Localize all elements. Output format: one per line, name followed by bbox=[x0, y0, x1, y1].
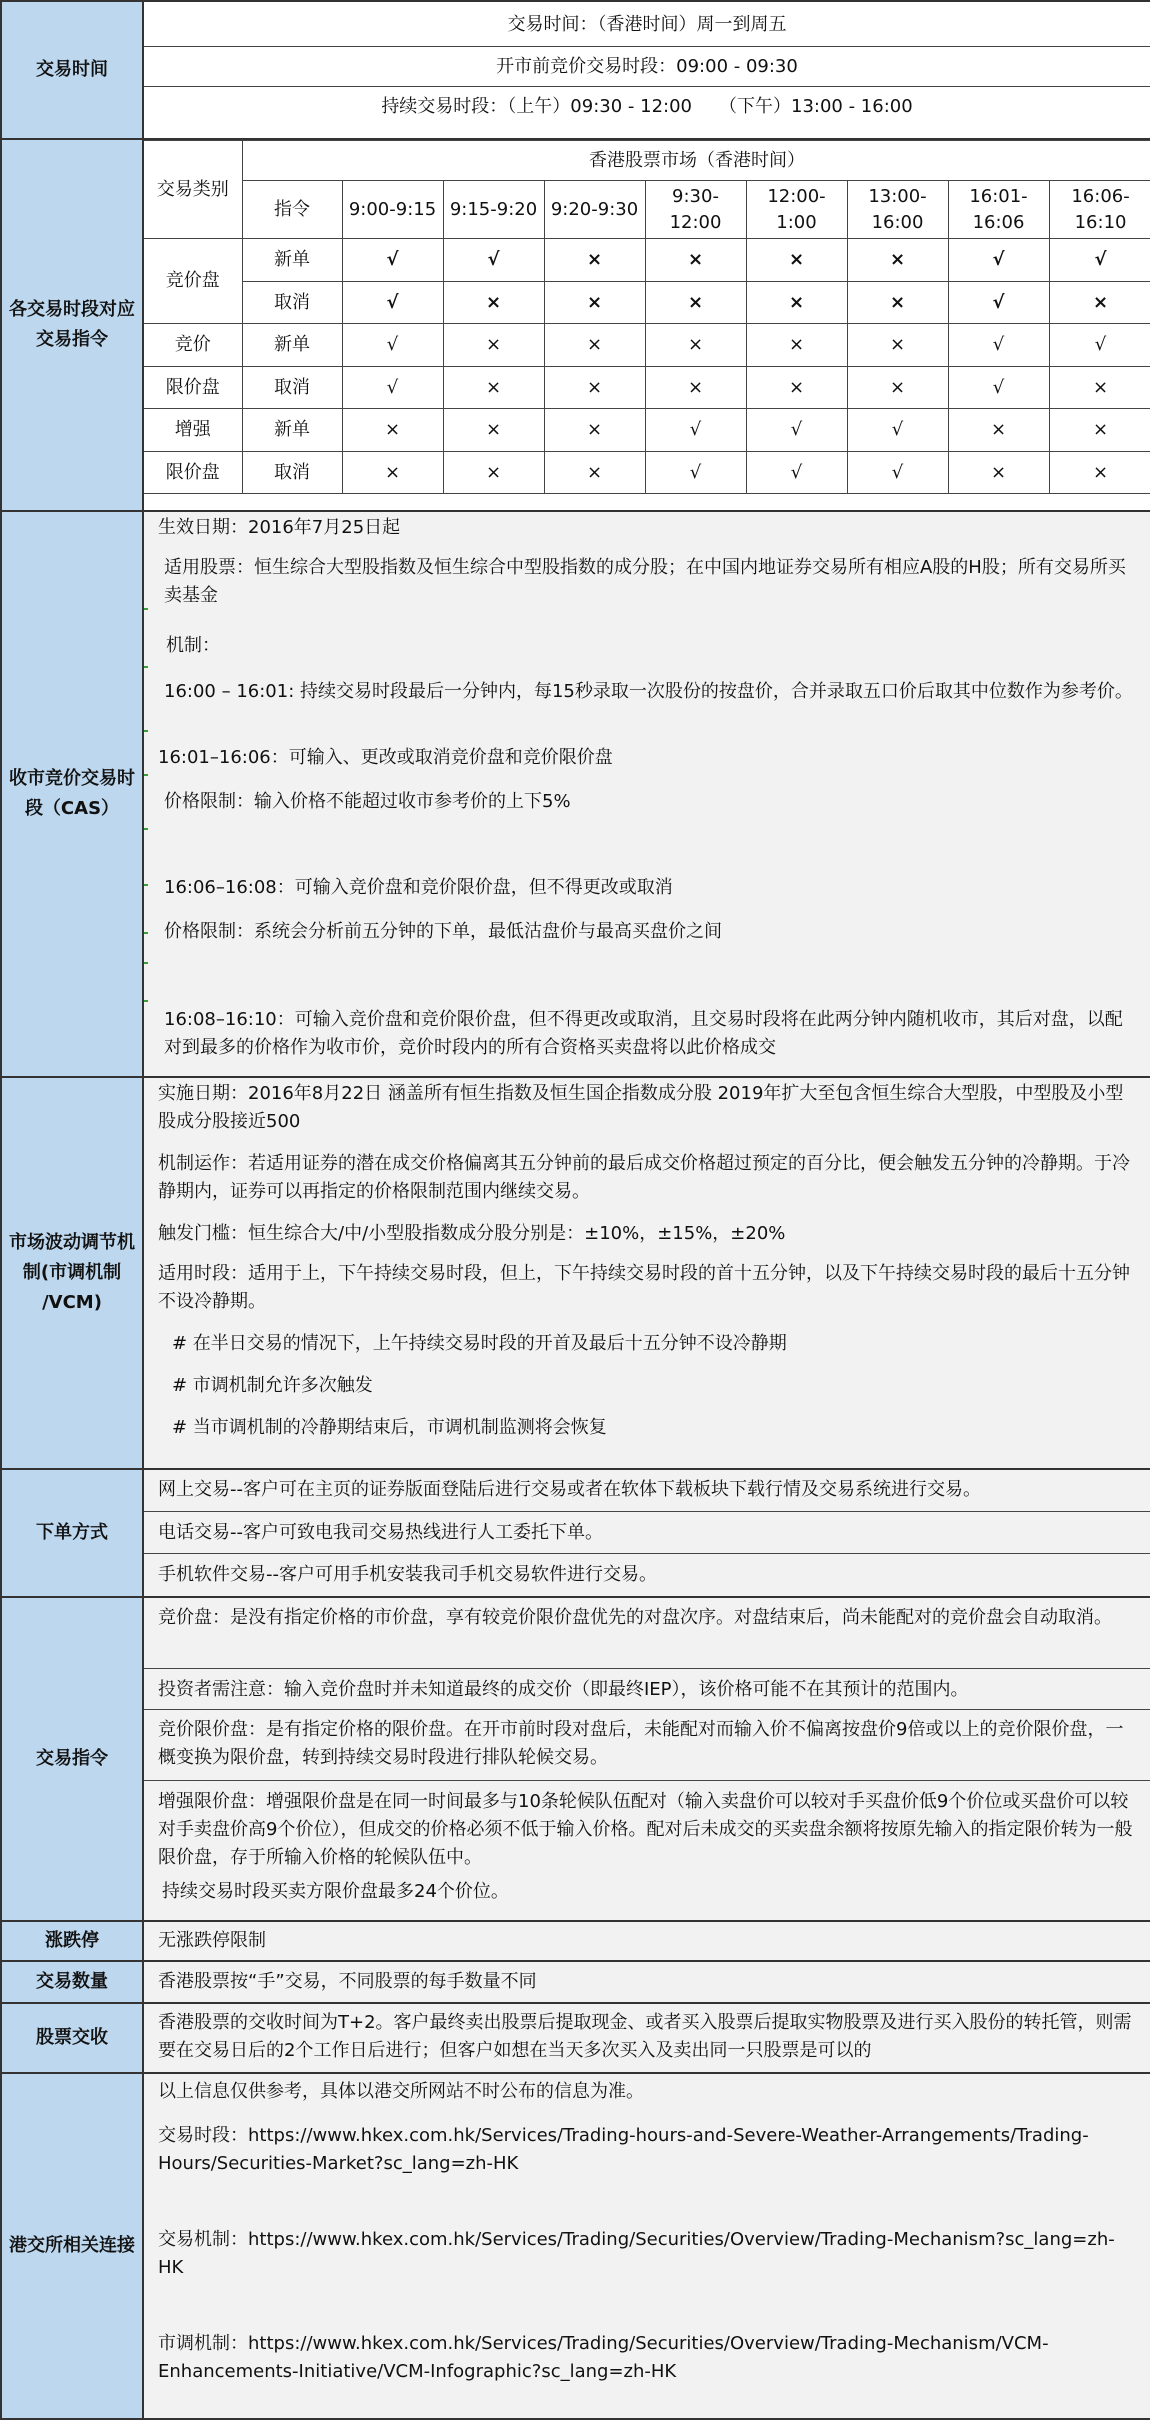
allowed-mark: × bbox=[443, 282, 544, 324]
edit-marker bbox=[144, 1000, 148, 1002]
order-type-cell: 竞价 bbox=[144, 324, 242, 367]
allowed-mark: × bbox=[443, 452, 544, 494]
allowed-mark: √ bbox=[948, 324, 1049, 367]
order-matrix-cell bbox=[143, 139, 1150, 511]
matrix-row bbox=[144, 282, 1150, 324]
instruction-cell: 新单 bbox=[242, 324, 342, 367]
order-matrix-table bbox=[144, 140, 1150, 494]
type-enhanced-limit-order: 增强限价盘：增强限价盘是在同一时间最多与10条轮候队伍配对（输入卖盘价可以较对手买盘价低9个价位或买盘价可以较对手卖盘价高9个价位），但成交的价格必须不低于输入价格。配对后未成交的买卖盘余额将按原先输入的指定限价转为一般限价盘，存于所输入价格的轮候队伍中。 bbox=[144, 1780, 1150, 1876]
row-settlement bbox=[1, 2003, 1150, 2073]
row-links bbox=[1, 2073, 1150, 2419]
vcm-paragraph: 实施日期：2016年8月22日 涵盖所有恒生指数及恒生国企指数成分股 2019年扩大至包含恒生综合大型股，中型股及小型股成分股接近500 bbox=[158, 1083, 1124, 1132]
trading-hours-content bbox=[143, 1, 1150, 139]
row-lot-size bbox=[1, 1961, 1150, 2003]
period-header: 16:01- 16:06 bbox=[948, 181, 1049, 239]
allowed-mark: × bbox=[948, 409, 1049, 452]
label-trading-hours: 交易时间 bbox=[1, 1, 143, 139]
order-types-content bbox=[143, 1597, 1150, 1921]
allowed-mark: √ bbox=[948, 282, 1049, 324]
allowed-mark: √ bbox=[746, 409, 847, 452]
continuous-session: 持续交易时段：（上午）09:30 - 12:00 （下午）13:00 - 16:00 bbox=[144, 86, 1150, 126]
allowed-mark: × bbox=[1049, 409, 1150, 452]
vcm-content bbox=[143, 1077, 1150, 1469]
cas-paragraph: 16:06–16:08：可输入竞价盘和竞价限价盘，但不得更改或取消 bbox=[164, 877, 673, 898]
allowed-mark: × bbox=[847, 324, 948, 367]
matrix-row bbox=[144, 367, 1150, 409]
edit-marker bbox=[144, 774, 148, 776]
order-type-cell: 增强 bbox=[144, 409, 242, 452]
label-order-methods: 下单方式 bbox=[1, 1469, 143, 1597]
matrix-header-row bbox=[144, 141, 1150, 181]
allowed-mark: √ bbox=[645, 409, 746, 452]
edit-marker bbox=[144, 608, 148, 610]
label-settlement: 股票交收 bbox=[1, 2003, 143, 2073]
allowed-mark: × bbox=[645, 324, 746, 367]
allowed-mark: √ bbox=[847, 452, 948, 494]
settlement-content: 香港股票的交收时间为T+2。客户最终卖出股票后提取现金、或者买入股票后提取实物股票及进行买入股份的转托管，则需要在交易日后的2个工作日后进行；但客户如想在当天多次买入及卖出同一只股票是可以的 bbox=[143, 2003, 1150, 2073]
vcm-paragraph: 适用时段：适用于上，下午持续交易时段，但上，下午持续交易时段的首十五分钟，以及下午持续交易时段的最后十五分钟不设冷静期。 bbox=[158, 1263, 1130, 1312]
allowed-mark: × bbox=[544, 367, 645, 409]
allowed-mark: √ bbox=[948, 239, 1049, 282]
links-paragraph: 交易时段：https://www.hkex.com.hk/Services/Trading-hours-and-Severe-Weather-Arrangements/Trading-Hours/Securities-Market?sc_lang=zh-HK bbox=[158, 2125, 1089, 2174]
period-header: 9:15-9:20 bbox=[443, 181, 544, 239]
allowed-mark: × bbox=[544, 282, 645, 324]
period-header: 9:20-9:30 bbox=[544, 181, 645, 239]
vcm-paragraph: # 当市调机制的冷静期结束后，市调机制监测将会恢复 bbox=[172, 1417, 607, 1438]
allowed-mark: √ bbox=[746, 452, 847, 494]
label-price-limit: 涨跌停 bbox=[1, 1921, 143, 1961]
method-phone: 电话交易--客户可致电我司交易热线进行人工委托下单。 bbox=[144, 1511, 1150, 1553]
row-cas bbox=[1, 511, 1150, 1077]
cas-paragraph: 16:00 – 16:01: 持续交易时段最后一分钟内，每15秒录取一次股份的按盘价，合并录取五口价后取其中位数作为参考价。 bbox=[164, 681, 1133, 702]
allowed-mark: √ bbox=[443, 239, 544, 282]
edit-marker bbox=[144, 666, 148, 668]
cas-paragraph: 16:01–16:06：可输入、更改或取消竞价盘和竞价限价盘 bbox=[158, 747, 613, 768]
allowed-mark: × bbox=[948, 452, 1049, 494]
instruction-cell: 取消 bbox=[242, 452, 342, 494]
allowed-mark: × bbox=[342, 452, 443, 494]
allowed-mark: × bbox=[746, 324, 847, 367]
allowed-mark: √ bbox=[948, 367, 1049, 409]
allowed-mark: √ bbox=[342, 367, 443, 409]
vcm-paragraph: 机制运作：若适用证券的潜在成交价格偏离其五分钟前的最后成交价格超过预定的百分比，便会触发五分钟的冷静期。于冷静期内，证券可以再指定的价格限制范围内继续交易。 bbox=[158, 1153, 1130, 1202]
label-order-types: 交易指令 bbox=[1, 1597, 143, 1921]
edit-marker bbox=[144, 932, 148, 934]
type-max-price-levels: 持续交易时段买卖方限价盘最多24个价位。 bbox=[162, 1881, 509, 1902]
allowed-mark: √ bbox=[342, 282, 443, 324]
allowed-mark: √ bbox=[342, 324, 443, 367]
edit-marker bbox=[144, 884, 148, 886]
col-order-type-header: 交易类别 bbox=[144, 141, 242, 239]
type-auction-limit-order: 竞价限价盘：是有指定价格的限价盘。在开市前时段对盘后，未能配对而输入价不偏离按盘价9倍或以上的竞价限价盘，一概变换为限价盘，转到持续交易时段进行排队轮候交易。 bbox=[144, 1709, 1150, 1780]
cas-paragraph: 生效日期：2016年7月25日起 bbox=[158, 517, 401, 538]
row-order-methods bbox=[1, 1469, 1150, 1597]
allowed-mark: × bbox=[645, 367, 746, 409]
allowed-mark: √ bbox=[1049, 324, 1150, 367]
allowed-mark: × bbox=[847, 239, 948, 282]
period-header: 16:06- 16:10 bbox=[1049, 181, 1150, 239]
matrix-period-row bbox=[144, 181, 1150, 239]
allowed-mark: × bbox=[1049, 452, 1150, 494]
label-order-matrix: 各交易时段对应 交易指令 bbox=[1, 139, 143, 511]
order-type-cell: 竞价盘 bbox=[144, 239, 242, 324]
cas-paragraph: 价格限制：输入价格不能超过收市参考价的上下5% bbox=[164, 791, 571, 812]
allowed-mark: × bbox=[443, 324, 544, 367]
allowed-mark: × bbox=[746, 282, 847, 324]
period-header: 12:00- 1:00 bbox=[746, 181, 847, 239]
allowed-mark: √ bbox=[342, 239, 443, 282]
vcm-paragraph: 触发门槛：恒生综合大/中/小型股指数成分股分别是：±10%，±15%，±20% bbox=[158, 1223, 786, 1244]
allowed-mark: × bbox=[544, 239, 645, 282]
edit-marker bbox=[144, 730, 148, 732]
method-online: 网上交易--客户可在主页的证券版面登陆后进行交易或者在软体下载板块下载行情及交易系统进行交易。 bbox=[158, 1479, 981, 1500]
type-auction-order: 竞价盘：是没有指定价格的市价盘，享有较竞价限价盘优先的对盘次序。对盘结束后，尚未能配对的竞价盘会自动取消。 bbox=[158, 1607, 1112, 1628]
allowed-mark: × bbox=[443, 367, 544, 409]
row-trading-hours bbox=[1, 1, 1150, 139]
matrix-row bbox=[144, 452, 1150, 494]
allowed-mark: × bbox=[342, 409, 443, 452]
order-type-cell: 限价盘 bbox=[144, 452, 242, 494]
allowed-mark: × bbox=[746, 367, 847, 409]
matrix-row bbox=[144, 324, 1150, 367]
allowed-mark: × bbox=[645, 282, 746, 324]
allowed-mark: × bbox=[544, 324, 645, 367]
allowed-mark: × bbox=[1049, 367, 1150, 409]
row-price-limit bbox=[1, 1921, 1150, 1961]
label-lot-size: 交易数量 bbox=[1, 1961, 143, 2003]
allowed-mark: √ bbox=[645, 452, 746, 494]
label-links: 港交所相关连接 bbox=[1, 2073, 143, 2419]
edit-marker bbox=[144, 962, 148, 964]
method-mobile: 手机软件交易--客户可用手机安装我司手机交易软件进行交易。 bbox=[144, 1553, 1150, 1595]
links-paragraph: 交易机制：https://www.hkex.com.hk/Services/Trading/Securities/Overview/Trading-Mechanism?sc_lang=zh-HK bbox=[158, 2229, 1115, 2278]
edit-marker bbox=[144, 828, 148, 830]
row-order-types bbox=[1, 1597, 1150, 1921]
cas-content bbox=[143, 511, 1150, 1077]
period-header: 13:00- 16:00 bbox=[847, 181, 948, 239]
allowed-mark: × bbox=[443, 409, 544, 452]
allowed-mark: × bbox=[1049, 282, 1150, 324]
allowed-mark: × bbox=[847, 282, 948, 324]
instruction-cell: 新单 bbox=[242, 239, 342, 282]
order-methods-content bbox=[143, 1469, 1150, 1597]
links-content bbox=[143, 2073, 1150, 2419]
type-investor-note: 投资者需注意：输入竞价盘时并未知道最终的成交价（即最终IEP），该价格可能不在其预计的范围内。 bbox=[144, 1668, 1150, 1709]
pre-open-session: 开市前竞价交易时段：09:00 - 09:30 bbox=[144, 46, 1150, 86]
price-limit-content: 无涨跌停限制 bbox=[143, 1921, 1150, 1961]
row-vcm bbox=[1, 1077, 1150, 1469]
period-header: 9:00-9:15 bbox=[342, 181, 443, 239]
cas-paragraph: 价格限制：系统会分析前五分钟的下单，最低沽盘价与最高买盘价之间 bbox=[164, 921, 722, 942]
allowed-mark: × bbox=[544, 409, 645, 452]
links-paragraph: 市调机制：https://www.hkex.com.hk/Services/Trading/Securities/Overview/Trading-Mechanism/VCM-Enhancements-Initiative/VCM-Infographic?sc_lang=zh-HK bbox=[158, 2333, 1049, 2382]
allowed-mark: √ bbox=[847, 409, 948, 452]
market-title: 香港股票市场（香港时间） bbox=[242, 141, 1150, 181]
allowed-mark: × bbox=[746, 239, 847, 282]
instruction-cell: 取消 bbox=[242, 367, 342, 409]
row-order-matrix bbox=[1, 139, 1150, 511]
label-cas: 收市竞价交易时 段（CAS） bbox=[1, 511, 143, 1077]
cas-paragraph: 16:08–16:10：可输入竞价盘和竞价限价盘，但不得更改或取消，且交易时段将在此两分钟内随机收市，其后对盘，以配对到最多的价格作为收市价，竞价时段内的所有合资格买卖盘将以此价格成交 bbox=[164, 1009, 1123, 1058]
links-paragraph: 以上信息仅供参考，具体以港交所网站不时公布的信息为准。 bbox=[158, 2081, 644, 2102]
period-header: 9:30- 12:00 bbox=[645, 181, 746, 239]
trading-days: 交易时间：（香港时间）周一到周五 bbox=[507, 14, 787, 35]
cas-paragraph: 机制： bbox=[166, 635, 220, 656]
allowed-mark: × bbox=[645, 239, 746, 282]
label-vcm: 市场波动调节机 制(市调机制 /VCM) bbox=[1, 1077, 143, 1469]
allowed-mark: × bbox=[847, 367, 948, 409]
cas-paragraph: 适用股票：恒生综合大型股指数及恒生综合中型股指数的成分股；在中国内地证券交易所有相应A股的H股；所有交易所买卖基金 bbox=[164, 557, 1126, 606]
order-type-cell: 限价盘 bbox=[144, 367, 242, 409]
matrix-row bbox=[144, 409, 1150, 452]
vcm-paragraph: # 市调机制允许多次触发 bbox=[172, 1375, 373, 1396]
allowed-mark: × bbox=[544, 452, 645, 494]
lot-size-content: 香港股票按“手”交易，不同股票的每手数量不同 bbox=[143, 1961, 1150, 2003]
vcm-paragraph: # 在半日交易的情况下，上午持续交易时段的开首及最后十五分钟不设冷静期 bbox=[172, 1333, 787, 1354]
instruction-cell: 新单 bbox=[242, 409, 342, 452]
col-instruction-header: 指令 bbox=[242, 181, 342, 239]
instruction-cell: 取消 bbox=[242, 282, 342, 324]
matrix-row bbox=[144, 239, 1150, 282]
allowed-mark: √ bbox=[1049, 239, 1150, 282]
